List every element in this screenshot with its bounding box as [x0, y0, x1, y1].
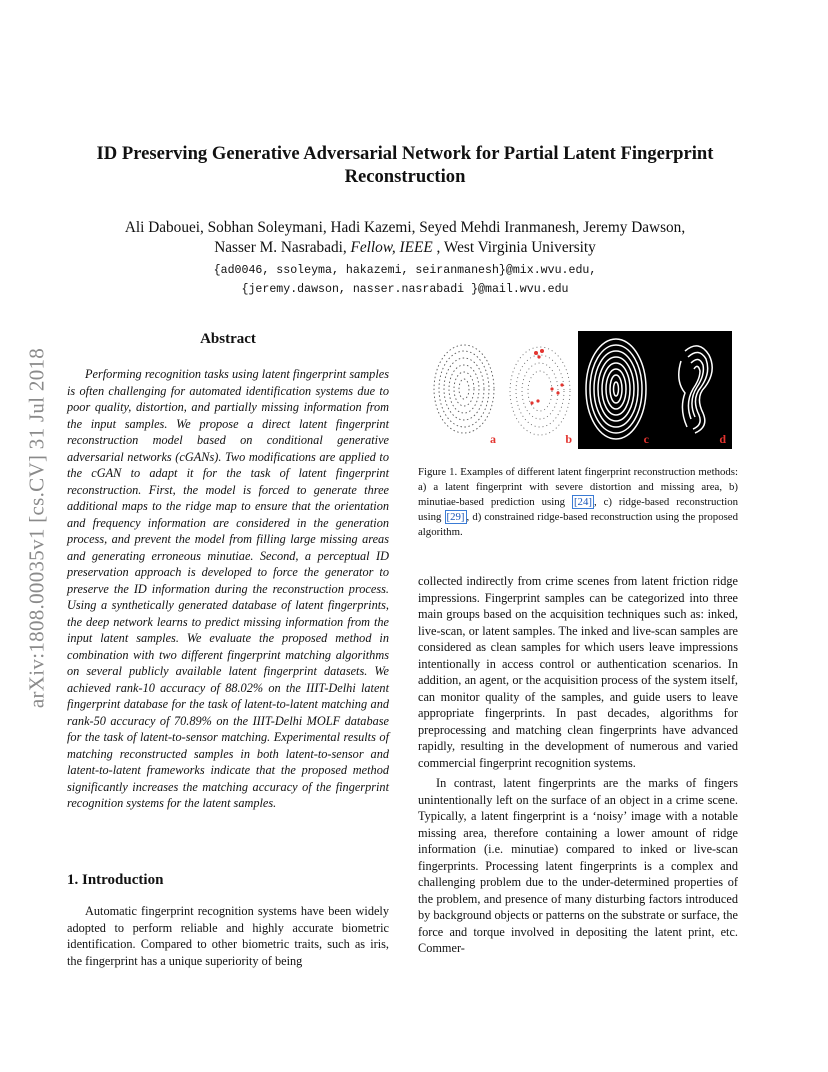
emails-line-2: {jeremy.dawson, nasser.nasrabadi }@mail.wvu.edu — [241, 283, 569, 296]
panel-label-b: b — [565, 432, 572, 446]
introduction-heading: 1. Introduction — [67, 872, 164, 888]
right-column-paragraph-1: collected indirectly from crime scenes from latent friction ridge impressions. Fingerprint samples can be categorized into three main groups based on the acquisition techniques such as: inked, live-scan, or latent samples. The inked and live-scan samples are considered as clean samples for which users leave impressions intentionally in access control or authentication scenarios. In addition, an agent, or the acquisition process of the system itself, can monitor quality of the samples, and guide users to leave appropriate fingerprints. In past decades, algorithms for preprocessing and matching clean fingerprints have advanced rapidly, resulting in the development of numerous and varied commercial fingerprint recognition systems. — [418, 574, 738, 770]
panel-label-c: c — [643, 432, 649, 446]
authors-line-1: Ali Dabouei, Sobhan Soleymani, Hadi Kazemi, Seyed Mehdi Iranmanesh, Jeremy Dawson, — [124, 219, 686, 236]
citation-24-link[interactable]: [24] — [573, 496, 592, 508]
introduction-body — [67, 903, 389, 969]
right-column-paragraph-2: In contrast, latent fingerprints are the marks of fingers unintentionally left on the surface of an object in a crime scene. Typically, a latent fingerprint is a ‘noisy’ image with a notable missing area, therefore containing a lower amount of ridge information (i.e. minutiae) compared to inked or live-scan fingerprints. Processing latent fingerprints is a complex and challenging problem due to the under-determined properties of the problem, and presence of many disturbing factors introduced by background objects or patterns on the substrate or surface, the force and torque involved in depositing the latent print, etc. Commer- — [418, 776, 738, 955]
panel-label-d: d — [719, 432, 726, 446]
authors-line-2-prefix: Nasser M. Nasrabadi, — [214, 239, 351, 256]
citation-29-link[interactable]: [29] — [446, 511, 465, 523]
affiliation: , West Virginia University — [432, 239, 596, 256]
panel-label-a: a — [490, 432, 496, 446]
panel-d-proposed — [655, 331, 732, 449]
arxiv-stamp — [22, 295, 52, 760]
email-block — [60, 261, 750, 299]
arxiv-stamp-text: arXiv:1808.00035v1 [cs.CV] 31 Jul 2018 — [24, 347, 49, 708]
abstract-heading: Abstract — [200, 331, 256, 347]
paper-title: ID Preserving Generative Adversarial Network for Partial Latent Fingerprint Reconstruction — [96, 143, 714, 187]
caption-text-1: Figure 1. Examples of different latent fingerprint reconstruction methods: a) a latent fingerprint with severe distortion and missing area, b) minutiae-based prediction using — [418, 466, 738, 508]
author-block — [60, 218, 750, 258]
caption-text-2: , c) ridge-based reconstruction using — [418, 496, 738, 523]
panel-a-latent-print — [426, 331, 502, 449]
right-column-body — [418, 573, 738, 957]
emails-line-1: {ad0046, ssoleyma, hakazemi, seiranmanesh}@mix.wvu.edu, — [213, 264, 597, 277]
caption-text-3: , d) constrained ridge-based reconstruction using the proposed algorithm. — [418, 511, 738, 538]
figure-1 — [426, 331, 732, 449]
authors-line-2 — [60, 238, 750, 258]
panel-c-ridge-reconstruction — [578, 331, 655, 449]
figure-1-caption — [418, 465, 738, 540]
abstract-text: Performing recognition tasks using latent fingerprint samples is often challenging for automated identification systems due to poor quality, distortion, and partially missing information from the input samples. We propose a direct latent fingerprint reconstruction model based on conditional generative adversarial networks (cGANs). Two modifications are applied to the cGAN to adapt it for the task of latent fingerprint reconstruction. First, the model is forced to generate three additional maps to the ridge map to ensure that the orientation and frequency information are considered in the generation process, and prevent the model from filling large missing areas and generating erroneous minutiae. Second, a perceptual ID preservation approach is developed to force the generator to preserve the ID information during the reconstruction process. Using a synthetically generated database of latent fingerprints, the deep network learns to predict missing information from the input latent samples. We evaluate the proposed method in combination with two different fingerprint matching algorithms on several publicly available latent fingerprint datasets. We achieved rank-10 accuracy of 88.02% on the IIIT-Delhi latent fingerprint database for the task of latent-to-latent matching and rank-50 accuracy of 70.89% on the IIIT-Delhi MOLF database for the task of latent-to-sensor matching. Experimental results of matching reconstructed samples in both latent-to-sensor and latent-to-latent frameworks indicate that the proposed method significantly increases the matching accuracy of the fingerprint recognition systems for the latent samples. — [67, 367, 389, 810]
panel-b-minutiae — [502, 331, 578, 449]
fellow-ieee: Fellow, IEEE — [350, 239, 433, 256]
abstract-body — [67, 366, 389, 812]
introduction-text: Automatic fingerprint recognition systems have been widely adopted to perform reliable and highly accurate biometric identification. Compared to other biometric traits, such as iris, the fingerprint has a unique superiority of being — [67, 904, 389, 968]
